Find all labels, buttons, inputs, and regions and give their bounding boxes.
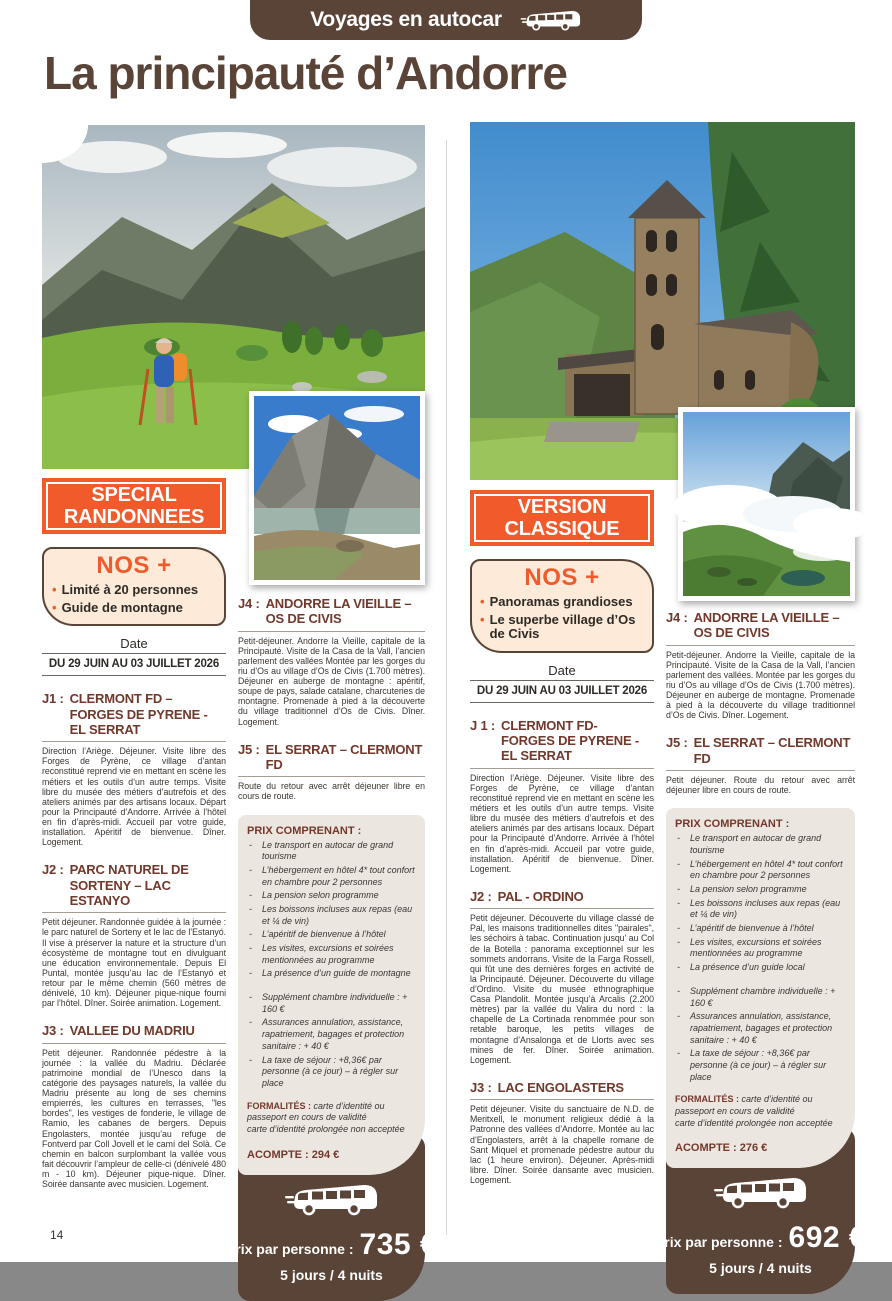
day-section-j2 <box>470 889 654 1065</box>
day-body: Petit déjeuner. Randonnée guidée à la journée : le parc naturel de Sorteny et le lac de l’Estanyó. Il vise à préserver la nature et la structure d’un écosystème de montagne tout en divulguant une éducation environnementale. Depuis El Puntal, montée jusqu’au lac de l’Estanyó et retour par le même chemin (560 mètres de dénivelé, 10 km). Déjeuner pique-nique fourni par l’hôtel. Dîner. Soirée animation. Logement. <box>42 917 226 1009</box>
badge-version-classique <box>470 490 654 546</box>
bullet-icon: • <box>480 594 485 610</box>
price-line <box>654 1221 867 1255</box>
day-heading: J2 : PARC NATUREL DE SORTENY – LAC ESTANYO <box>42 862 226 913</box>
price-value: 735 € <box>359 1227 438 1261</box>
date-label: Date <box>470 663 654 681</box>
column-divider <box>446 140 447 1235</box>
day-body: Petit déjeuner. Découverte du village classé de Pal, les maisons traditionnelles dites "pairales", les séchoirs à tabac. Continuation jusqu’ au Col de la Botella : panorama exceptionnel sur les sommets andorrans. Visite de la Farga Rossell, qui fût une des dernières forges en activité de la Principauté. Déjeuner. Découverte du village d’Ordino. Visite du musée ethnographique Casa Plandolit. Montée jusqu’à Arcalis (2.200 mètres) par la vallée du Valira du nord : la chapelle de La Cortinada renommée pour son retable baroque, les petits villages de montagne d’Ansalonga et de Llorts avec ses mines de fer. Dîner. Soirée animation. Logement. <box>470 913 654 1065</box>
day-heading: J4 : ANDORRE LA VIEILLE – OS DE CIVIS <box>666 610 855 646</box>
top-banner <box>250 0 642 40</box>
nos-plus-item: • Limité à 20 personnes <box>52 582 199 598</box>
right-pricing-column <box>654 610 867 1294</box>
day-body: Petit déjeuner. Randonnée pédestre à la journée : la vallée du Madriu. Déclarée patrimoine mondial de l’Unesco dans la catégorie des paysages naturels, la vallée du Madriu présente au long de ses chemins empierrés, les cultures en terrasses, "les bordes", les vestiges de fonderie, le village de Ramio, les cabanes de bergers. Depuis Engolasters, montée jusqu’au refuge de Fontverd par Coll Jovell et le camí del Solà. Ce chemin en balcon surplombant la vallée vous fait découvrir l’ampleur de celle-ci (dénivelé 480 m - 10 km). Déjeuner pique-nique. Dîner. Soirée dansante avec musicien. Logement. <box>42 1047 226 1190</box>
day-body: Direction l’Ariège. Déjeuner. Visite libre des Forges de Pyrène, ce village d’antan reconstitué reprend vie en mettant en scène les métiers et les outils d’un autre temps. Visite libre du musée des métiers d’autrefois et des ateliers animés par des artisans locaux. Départ pour la Principauté d’Andorre. Arrivée à l’hôtel en fin d’après-midi. Accueil par votre guide, installation. Apéritif de bienvenue. Dîner. Logement. <box>42 746 226 848</box>
acompte: ACOMPTE : 276 € <box>675 1142 768 1155</box>
date-label: Date <box>42 636 226 654</box>
date-block <box>42 636 226 676</box>
bullet-icon: • <box>480 611 485 627</box>
acompte: ACOMPTE : 294 € <box>247 1148 340 1161</box>
pricing-item: - L’hébergement en hôtel 4* tout confort en chambre pour 2 personnes <box>675 859 846 882</box>
price-duration: 5 jours / 4 nuits <box>709 1260 812 1277</box>
pricing-supplement-list <box>675 986 846 1084</box>
price-label: Prix par personne : <box>225 1240 354 1257</box>
bus-icon <box>520 8 582 32</box>
day-body: Petit-déjeuner. Andorre la Vieille, capitale de la Principauté. Visite de la Casa de la Vall, l’ancien parlement des vallées Montée par les gorges du riu d’Os au village d’Os de Civis (1.700 mètres). Déjeuner en auberge de montagne : apéritif, soupe de pays, salade catalane, charcuteries de montagne. Promenade à pied à la découverte du village traditionnel d’Os de Civis. Dîner. Logement. <box>238 635 425 727</box>
pricing-item: - Supplément chambre individuelle : + 160 € <box>675 986 846 1009</box>
badge-line: SPECIAL <box>91 484 177 506</box>
cloud-valley-photo <box>678 407 855 601</box>
formalites-label: FORMALITÉS : <box>675 1094 739 1105</box>
bullet-icon: • <box>52 582 57 598</box>
badge-line: CLASSIQUE <box>504 517 620 540</box>
right-program-column <box>470 490 654 1185</box>
page-title: La principauté d’Andorre <box>44 47 567 99</box>
pricing-box <box>238 815 425 1175</box>
day-body: Petit déjeuner. Visite du sanctuaire de N.D. de Meritxell, le monument religieux dédié à la Patronne des vallées d’Andorre. Montée au lac d’Engolasters, arrêt à la chapelle romane de Sant Miquel et promenade pédestre autour du lac (1 heure environ). Déjeuner. Après-midi libre. Dîner. Soirée dansante avec musicien. Logement. <box>470 1104 654 1185</box>
formalites-label: FORMALITÉS : <box>247 1100 311 1111</box>
day-section-j3 <box>470 1080 654 1185</box>
pricing-item: - La pension selon programme <box>675 884 846 896</box>
pricing-item: - La taxe de séjour : +8,36€ par personne (à ce jour) – à régler sur place <box>247 1055 416 1090</box>
day-section-j1 <box>470 718 654 874</box>
pricing-item: - La pension selon programme <box>247 890 416 902</box>
day-section-j1 <box>42 691 226 847</box>
day-section-j3 <box>42 1023 226 1189</box>
price-label: Prix par personne : <box>654 1234 783 1251</box>
page-number: 14 <box>50 1228 64 1242</box>
badge-line: RANDONNEES <box>63 505 205 528</box>
pricing-supplement-list <box>247 992 416 1090</box>
nos-plus-item: • Guide de montagne <box>52 599 183 615</box>
badge-line: VERSION <box>517 496 607 518</box>
pricing-title: PRIX COMPRENANT : <box>247 824 362 837</box>
day-heading: J5 : EL SERRAT – CLERMONT FD <box>666 735 855 771</box>
bullet-icon: • <box>52 599 57 615</box>
banner-label: Voyages en autocar <box>310 8 502 31</box>
day-section-j4 <box>238 596 425 727</box>
date-value: DU 29 JUIN AU 03 JUILLET 2026 <box>470 681 654 703</box>
bus-icon <box>713 1174 809 1210</box>
pricing-item: - Supplément chambre individuelle : + 160 € <box>247 992 416 1015</box>
pricing-item: - La taxe de séjour : +8,36€ par personne (à ce jour) – à régler sur place <box>675 1048 846 1083</box>
day-heading: J 1 : CLERMONT FD- FORGES DE PYRENE - EL SERRAT <box>470 718 654 769</box>
day-body: Route du retour avec arrêt déjeuner libre en cours de route. <box>238 781 425 802</box>
pricing-included-list <box>247 840 416 981</box>
pricing-item: - Les boissons incluses aux repas (eau et ¼ de vin) <box>247 904 416 927</box>
pricing-item: - La présence d’un guide de montagne <box>247 968 416 980</box>
left-program-column <box>42 478 226 1189</box>
pricing-item: - Les visites, excursions et soirées mentionnées au programme <box>675 937 846 960</box>
day-body: Direction l’Ariège. Déjeuner. Visite libre des Forges de Pyrène, ce village d’antan reconstitué reprend vie en mettant en scène les métiers et les outils d’un autre temps. Visite libre du musée des métiers d’autrefois et des ateliers animés par des artisans locaux. Départ pour la Principauté d’Andorre. Arrivée à l’hôtel en fin d’après-midi. Accueil par votre guide, installation. Apéritif de bienvenue. Dîner. Logement. <box>470 772 654 874</box>
day-heading: J2 : PAL - ORDINO <box>470 889 654 909</box>
lake-photo <box>249 391 425 585</box>
nos-plus-box <box>470 559 654 653</box>
pricing-item: - Le transport en autocar de grand tourisme <box>675 833 846 856</box>
day-heading: J5 : EL SERRAT – CLERMONT FD <box>238 742 425 778</box>
pricing-item: - Assurances annulation, assistance, rapatriement, bagages et protection sanitaire : + 40 € <box>247 1017 416 1052</box>
pricing-title: PRIX COMPRENANT : <box>675 818 790 831</box>
nos-plus-item: • Panoramas grandioses <box>480 594 633 610</box>
nos-plus-title: NOS + <box>524 564 600 592</box>
pricing-item: - La présence d’un guide local <box>675 962 846 974</box>
pricing-box <box>666 808 855 1168</box>
badge-special-randonnees <box>42 478 226 534</box>
formalites: FORMALITÉS : carte d’identité ou passeport en cours de validité carte d’identité prolongée non acceptée <box>675 1094 833 1128</box>
nos-plus-box <box>42 547 226 626</box>
day-section-j4 <box>666 610 855 720</box>
day-body: Petit-déjeuner. Andorre la Vieille, capitale de la Principauté. Visite de la Casa de la Vall, l’ancien parlement des vallées. Montée par les gorges du riu d’Os au village d’Os de Civis (1.700 mètres). Déjeuner en auberge de montagne. Promenade à pied à la découverte du village traditionnel d’Os de Civis. Dîner. Logement. <box>666 649 855 721</box>
day-section-j2 <box>42 862 226 1008</box>
nos-plus-item: • Le superbe village d’Os de Civis <box>480 611 636 642</box>
pricing-item: - Le transport en autocar de grand tourisme <box>247 840 416 863</box>
day-body: Petit déjeuner. Route du retour avec arrêt déjeuner libre en cours de route. <box>666 775 855 796</box>
day-heading: J3 : LAC ENGOLASTERS <box>470 1080 654 1100</box>
day-heading: J4 : ANDORRE LA VIEILLE – OS DE CIVIS <box>238 596 425 632</box>
pricing-item: - Les visites, excursions et soirées mentionnées au programme <box>247 943 416 966</box>
date-block <box>470 663 654 703</box>
pricing-included-list <box>675 833 846 974</box>
day-section-j5 <box>666 735 855 795</box>
bus-icon <box>284 1181 380 1217</box>
price-value: 692 € <box>788 1221 867 1255</box>
price-duration: 5 jours / 4 nuits <box>280 1266 383 1283</box>
date-value: DU 29 JUIN AU 03 JUILLET 2026 <box>42 654 226 676</box>
pricing-item: - Assurances annulation, assistance, rapatriement, bagages et protection sanitaire : + 40 € <box>675 1011 846 1046</box>
pricing-item: - L’hébergement en hôtel 4* tout confort en chambre pour 2 personnes <box>247 865 416 888</box>
pricing-item: - L’apéritif de bienvenue à l’hôtel <box>247 929 416 941</box>
day-heading: J3 : VALLEE DU MADRIU <box>42 1023 226 1043</box>
nos-plus-title: NOS + <box>96 552 172 580</box>
pricing-item: - Les boissons incluses aux repas (eau et ¼ de vin) <box>675 898 846 921</box>
day-heading: J1 : CLERMONT FD – FORGES DE PYRENE - EL SERRAT <box>42 691 226 742</box>
pricing-item: - L’apéritif de bienvenue à l’hôtel <box>675 923 846 935</box>
price-line <box>225 1227 438 1262</box>
left-pricing-column <box>225 596 438 1301</box>
day-section-j5 <box>238 742 425 802</box>
formalites: FORMALITÉS : carte d’identité ou passeport en cours de validité carte d’identité prolongée non acceptée <box>247 1100 405 1134</box>
